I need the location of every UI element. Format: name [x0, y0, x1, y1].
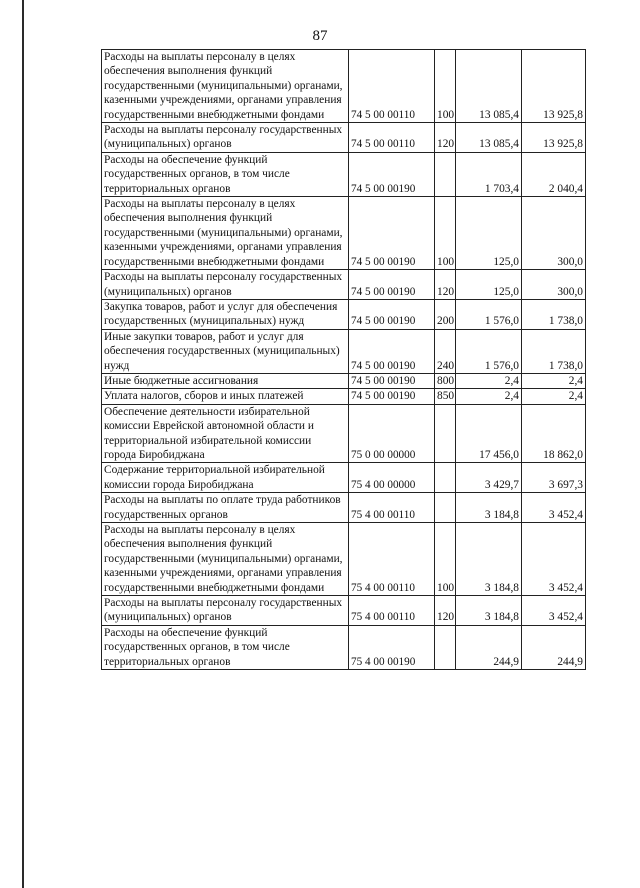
row-value-2: 13 925,8 [522, 123, 586, 153]
row-value-1: 3 184,8 [456, 596, 522, 626]
row-code: 75 4 00 00000 [349, 463, 435, 493]
row-value-2: 2 040,4 [522, 152, 586, 196]
row-vr: 850 [435, 389, 456, 404]
row-value-2: 3 452,4 [522, 523, 586, 596]
row-vr: 200 [435, 299, 456, 329]
row-name: Иные бюджетные ассигнования [102, 373, 349, 388]
row-vr: 240 [435, 329, 456, 373]
row-value-1: 1 576,0 [456, 299, 522, 329]
row-vr: 800 [435, 373, 456, 388]
row-name: Расходы на выплаты персоналу в целях обеспечения выполнения функций государственными (муниципальными) органами, казенными учреждениями, органами управления государственными внебюджетными фондами [102, 523, 349, 596]
row-name: Расходы на обеспечение функций государственных органов, в том числе территориальных органов [102, 152, 349, 196]
row-vr [435, 493, 456, 523]
row-vr [435, 404, 456, 463]
table-row [102, 404, 586, 463]
row-vr: 100 [435, 197, 456, 270]
row-code: 75 4 00 00110 [349, 596, 435, 626]
row-name: Расходы на выплаты персоналу государственных (муниципальных) органов [102, 596, 349, 626]
row-code: 74 5 00 00190 [349, 329, 435, 373]
row-value-2: 18 862,0 [522, 404, 586, 463]
row-value-2: 2,4 [522, 373, 586, 388]
row-vr [435, 152, 456, 196]
row-code: 74 5 00 00190 [349, 373, 435, 388]
row-value-2: 1 738,0 [522, 299, 586, 329]
row-name: Расходы на выплаты персоналу государственных (муниципальных) органов [102, 270, 349, 300]
table-row [102, 270, 586, 300]
row-value-2: 300,0 [522, 270, 586, 300]
row-code: 75 4 00 00110 [349, 523, 435, 596]
table-row [102, 329, 586, 373]
table-row [102, 596, 586, 626]
row-vr: 100 [435, 523, 456, 596]
row-value-2: 13 925,8 [522, 50, 586, 123]
row-value-1: 125,0 [456, 197, 522, 270]
row-name: Уплата налогов, сборов и иных платежей [102, 389, 349, 404]
row-value-1: 13 085,4 [456, 50, 522, 123]
row-name: Содержание территориальной избирательной комиссии города Биробиджана [102, 463, 349, 493]
row-value-1: 3 184,8 [456, 493, 522, 523]
table-row [102, 389, 586, 404]
binding-edge-line [22, 0, 24, 888]
row-value-1: 1 703,4 [456, 152, 522, 196]
page-number: 87 [312, 28, 328, 44]
row-code: 74 5 00 00190 [349, 299, 435, 329]
row-name: Обеспечение деятельности избирательной комиссии Еврейской автономной области и территориальной избирательной комиссии города Биробиджана [102, 404, 349, 463]
row-code: 74 5 00 00190 [349, 197, 435, 270]
row-value-2: 3 697,3 [522, 463, 586, 493]
table-row [102, 625, 586, 669]
row-value-1: 2,4 [456, 389, 522, 404]
row-code: 74 5 00 00190 [349, 389, 435, 404]
row-value-2: 3 452,4 [522, 596, 586, 626]
row-value-2: 300,0 [522, 197, 586, 270]
row-vr: 100 [435, 50, 456, 123]
row-vr [435, 463, 456, 493]
row-name: Расходы на выплаты персоналу в целях обеспечения выполнения функций государственными (муниципальными) органами, казенными учреждениями, органами управления государственными внебюджетными фондами [102, 50, 349, 123]
row-name: Иные закупки товаров, работ и услуг для обеспечения государственных (муниципальных) нужд [102, 329, 349, 373]
row-name: Расходы на выплаты персоналу государственных (муниципальных) органов [102, 123, 349, 153]
table-row [102, 197, 586, 270]
row-code: 74 5 00 00190 [349, 270, 435, 300]
row-name: Расходы на обеспечение функций государственных органов, в том числе территориальных органов [102, 625, 349, 669]
row-vr: 120 [435, 270, 456, 300]
row-vr: 120 [435, 596, 456, 626]
row-vr: 120 [435, 123, 456, 153]
row-value-2: 2,4 [522, 389, 586, 404]
row-value-2: 3 452,4 [522, 493, 586, 523]
row-value-1: 13 085,4 [456, 123, 522, 153]
row-name: Расходы на выплаты по оплате труда работников государственных органов [102, 493, 349, 523]
row-value-1: 17 456,0 [456, 404, 522, 463]
row-code: 75 0 00 00000 [349, 404, 435, 463]
row-value-1: 2,4 [456, 373, 522, 388]
row-value-2: 244,9 [522, 625, 586, 669]
row-code: 74 5 00 00190 [349, 152, 435, 196]
row-value-1: 1 576,0 [456, 329, 522, 373]
row-vr [435, 625, 456, 669]
row-value-2: 1 738,0 [522, 329, 586, 373]
table-row [102, 373, 586, 388]
table-row [102, 152, 586, 196]
row-value-1: 3 429,7 [456, 463, 522, 493]
row-value-1: 244,9 [456, 625, 522, 669]
table-row [102, 463, 586, 493]
row-name: Расходы на выплаты персоналу в целях обеспечения выполнения функций государственными (муниципальными) органами, казенными учреждениями, органами управления государственными внебюджетными фондами [102, 197, 349, 270]
table-row [102, 493, 586, 523]
budget-table [101, 49, 586, 670]
row-code: 74 5 00 00110 [349, 123, 435, 153]
table-row [102, 523, 586, 596]
table-row [102, 299, 586, 329]
row-code: 75 4 00 00190 [349, 625, 435, 669]
row-value-1: 3 184,8 [456, 523, 522, 596]
table-row [102, 50, 586, 123]
table-row [102, 123, 586, 153]
row-code: 74 5 00 00110 [349, 50, 435, 123]
row-value-1: 125,0 [456, 270, 522, 300]
row-name: Закупка товаров, работ и услуг для обеспечения государственных (муниципальных) нужд [102, 299, 349, 329]
row-code: 75 4 00 00110 [349, 493, 435, 523]
